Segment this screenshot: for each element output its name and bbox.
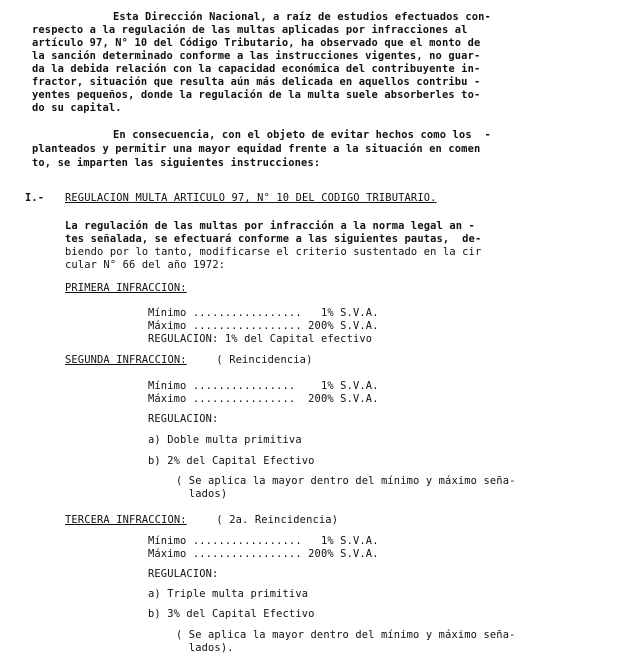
consequence-line-1: En consecuencia, con el objeto de evitar hechos como los - (113, 129, 491, 141)
first-infraction-heading: PRIMERA INFRACCION: (65, 282, 187, 294)
second-item-b: b) 2% del Capital Efectivo (148, 455, 315, 467)
second-note-line-2: lados) (176, 488, 228, 500)
third-item-b: b) 3% del Capital Efectivo (148, 608, 315, 620)
third-minimum: Mínimo ................. 1% S.V.A. (148, 535, 379, 547)
intro-line-7: yentes pequeños, donde la regulación de la multa suele absorberles to- (32, 89, 481, 101)
section-paragraph-line-4: cular N° 66 del año 1972: (65, 259, 226, 271)
third-note-line-1: ( Se aplica la mayor dentro del mínimo y máximo seña- (176, 629, 516, 641)
second-note-line-1: ( Se aplica la mayor dentro del mínimo y máximo seña- (176, 475, 516, 487)
section-number: I.- (25, 192, 45, 204)
intro-line-5: da la debida relación con la capacidad económica del contribuyente in- (32, 63, 481, 75)
first-regulation: REGULACION: 1% del Capital efectivo (148, 333, 373, 345)
consequence-line-3: to, se imparten las siguientes instrucciones: (32, 157, 321, 169)
consequence-line-2: planteados y permitir una mayor equidad frente a la situación en comen (32, 143, 481, 155)
second-infraction-heading: SEGUNDA INFRACCION: (65, 354, 187, 366)
intro-line-8: do su capital. (32, 102, 122, 114)
intro-line-4: la sanción determinado conforme a las instrucciones vigentes, no guar- (32, 50, 481, 62)
second-infraction-note: ( Reincidencia) (210, 354, 313, 366)
first-maximum: Máximo ................. 200% S.V.A. (148, 320, 379, 332)
intro-line-3: artículo 97, N° 10 del Código Tributario, ha observado que el monto de (32, 37, 481, 49)
first-minimum: Mínimo ................. 1% S.V.A. (148, 307, 379, 319)
second-minimum: Mínimo ................ 1% S.V.A. (148, 380, 379, 392)
second-maximum: Máximo ................ 200% S.V.A. (148, 393, 379, 405)
intro-line-1: Esta Dirección Nacional, a raíz de estudios efectuados con- (113, 11, 491, 23)
section-paragraph-line-1: La regulación de las multas por infracción a la norma legal an - (65, 220, 475, 232)
third-note-line-2: lados). (176, 642, 234, 654)
section-title: REGULACION MULTA ARTICULO 97, N° 10 DEL CODIGO TRIBUTARIO. (65, 192, 437, 204)
third-infraction-note: ( 2a. Reincidencia) (210, 514, 339, 526)
second-regulation: REGULACION: (148, 413, 219, 425)
section-paragraph-line-2: tes señalada, se efectuará conforme a las siguientes pautas, de- (65, 233, 482, 245)
third-maximum: Máximo ................. 200% S.V.A. (148, 548, 379, 560)
section-paragraph-line-3: biendo por lo tanto, modificarse el criterio sustentado en la cir (65, 246, 482, 258)
third-infraction-heading: TERCERA INFRACCION: (65, 514, 187, 526)
intro-line-6: fractor, situación que resulta aún más delicada en aquellos contribu - (32, 76, 481, 88)
second-item-a: a) Doble multa primitiva (148, 434, 302, 446)
third-item-a: a) Triple multa primitiva (148, 588, 309, 600)
intro-line-2: respecto a la regulación de las multas aplicadas por infracciones al (32, 24, 468, 36)
third-regulation: REGULACION: (148, 568, 219, 580)
